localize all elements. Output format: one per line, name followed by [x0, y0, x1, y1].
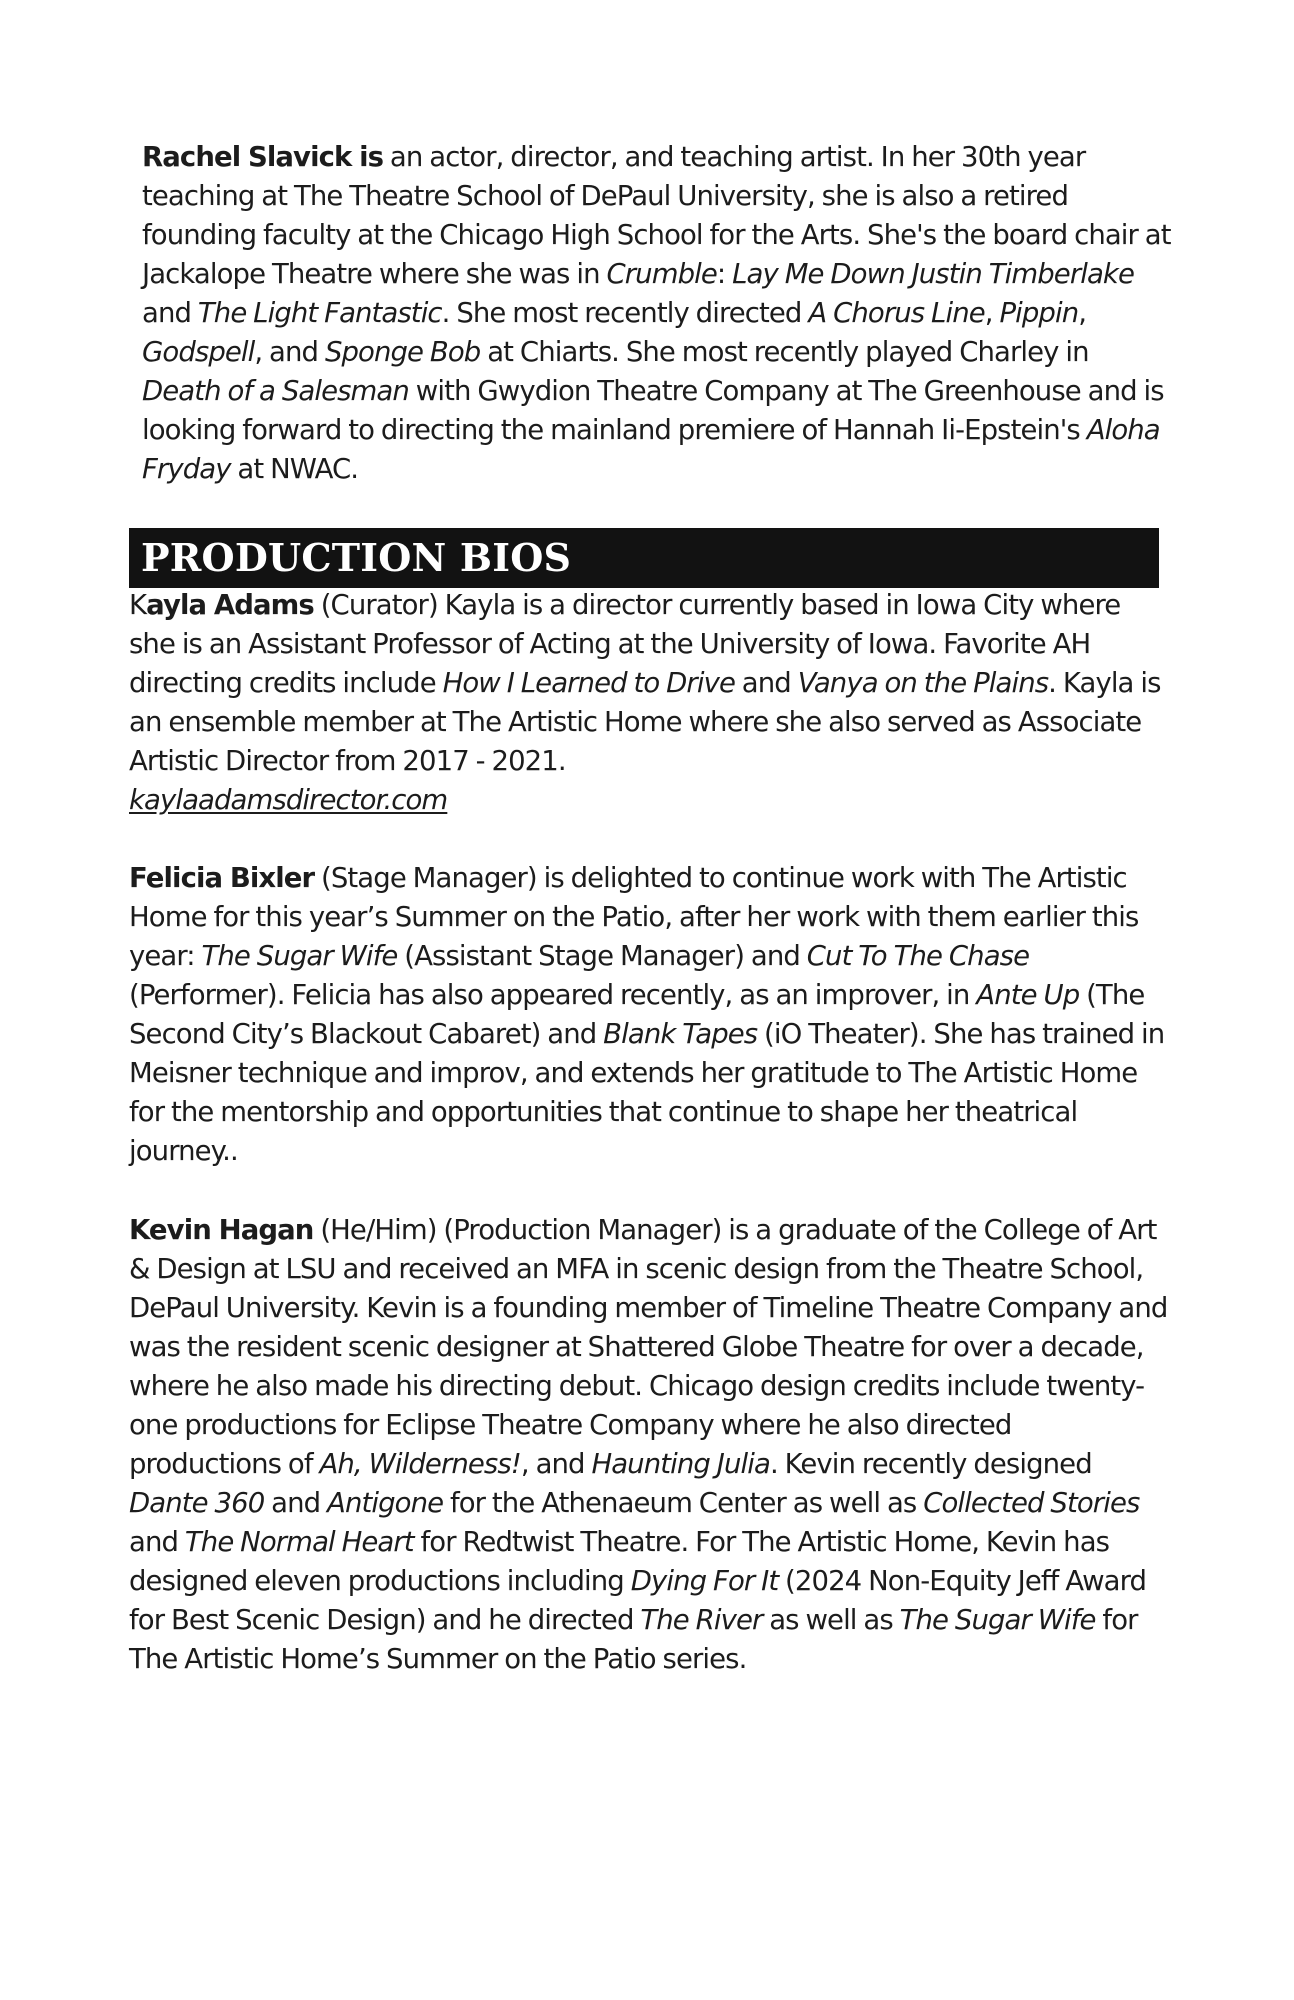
show-title: Godspell	[142, 336, 255, 368]
show-title: Dante 360	[129, 1487, 265, 1519]
bio-name: Rachel Slavick is	[142, 141, 384, 173]
show-title: Haunting Julia	[591, 1448, 770, 1480]
bio-name: ayla Adams	[146, 589, 314, 621]
show-title: Cut To The Chase	[806, 940, 1030, 972]
show-title: Antigone	[327, 1487, 444, 1519]
show-title: Vanya on the Plains	[797, 667, 1049, 699]
show-title: Aloha Fryday	[142, 414, 1160, 485]
show-title: Crumble	[606, 258, 717, 290]
bio-felicia-bixler: Felicia Bixler (Stage Manager) is delighted to continue work with The Artistic Home for this year’s Summer on the Patio, after her work with them earlier this year: The Sugar Wife (Assistant Stage Manager) and Cut To The Chase (Performer). Felicia has also appeared recently, as an improver, in Ante Up (The Second City’s Blackout Cabaret) and Blank Tapes (iO Theater). She has trained in Meisner technique and improv, and extends her gratitude to The Artistic Home for the mentorship and opportunities that continue to shape her theatrical journey..	[129, 862, 1165, 1167]
show-title: The River	[640, 1604, 763, 1636]
show-title: Dying For It	[630, 1565, 779, 1597]
section-heading-bar	[129, 528, 1159, 588]
show-title: A Chorus Line	[808, 297, 985, 329]
show-title: How I Learned to Drive	[442, 667, 735, 699]
show-title: Collected Stories	[923, 1487, 1140, 1519]
website-link[interactable]: kaylaadamsdirector.com	[129, 784, 448, 816]
show-title: The Light Fantastic	[197, 297, 442, 329]
show-title: Blank Tapes	[603, 1018, 758, 1050]
bio-kevin-hagan: Kevin Hagan (He/Him) (Production Manager) is a graduate of the College of Art & Design at LSU and received an MFA in scenic design from the Theatre School, DePaul University. Kevin is a founding member of Timeline Theatre Company and was the resident scenic designer at Shattered Globe Theatre for over a decade, where he also made his directing debut. Chicago design credits include twenty-one productions for Eclipse Theatre Company where he also directed productions of Ah, Wilderness!, and Haunting Julia. Kevin recently designed Dante 360 and Antigone for the Athenaeum Center as well as Collected Stories and The Normal Heart for Redtwist Theatre. For The Artistic Home, Kevin has designed eleven productions including Dying For It (2024 Non-Equity Jeff Award for Best Scenic Design) and he directed The River as well as The Sugar Wife for The Artistic Home’s Summer on the Patio series.	[129, 1214, 1168, 1675]
section-heading: PRODUCTION BIOS	[141, 535, 572, 580]
bio-name: Kevin Hagan	[129, 1214, 314, 1246]
show-title: Ah, Wilderness!	[319, 1448, 521, 1480]
bio-kayla-adams: Kayla Adams (Curator) Kayla is a director currently based in Iowa City where she is an Assistant Professor of Acting at the University of Iowa. Favorite AH directing credits include How I Learned to Drive and Vanya on the Plains. Kayla is an ensemble member at The Artistic Home where she also served as Associate Artistic Director from 2017 - 2021. kaylaadamsdirector.com	[129, 589, 1161, 816]
show-title: The Normal Heart	[184, 1526, 414, 1558]
show-title: Sponge Bob	[324, 336, 481, 368]
show-title: Ante Up	[976, 979, 1080, 1011]
show-title: Death of a Salesman	[142, 375, 409, 407]
show-title: The Sugar Wife	[201, 940, 398, 972]
bio-rachel-slavick: Rachel Slavick is an actor, director, and teaching artist. In her 30th year teaching at The Theatre School of DePaul University, she is also a retired founding faculty at the Chicago High School for the Arts. She's the board chair at Jackalope Theatre where she was in Crumble: Lay Me Down Justin Timberlake and The Light Fantastic. She most recently directed A Chorus Line, Pippin, Godspell, and Sponge Bob at Chiarts. She most recently played Charley in Death of a Salesman with Gwydion Theatre Company at The Greenhouse and is looking forward to directing the mainland premiere of Hannah Ii-Epstein's Aloha Fryday at NWAC.	[142, 141, 1171, 485]
bio-name: Felicia Bixler	[129, 862, 315, 894]
show-title: Pippin	[999, 297, 1079, 329]
show-title: The Sugar Wife	[899, 1604, 1096, 1636]
show-title: Lay Me Down Justin Timberlake	[732, 258, 1134, 290]
